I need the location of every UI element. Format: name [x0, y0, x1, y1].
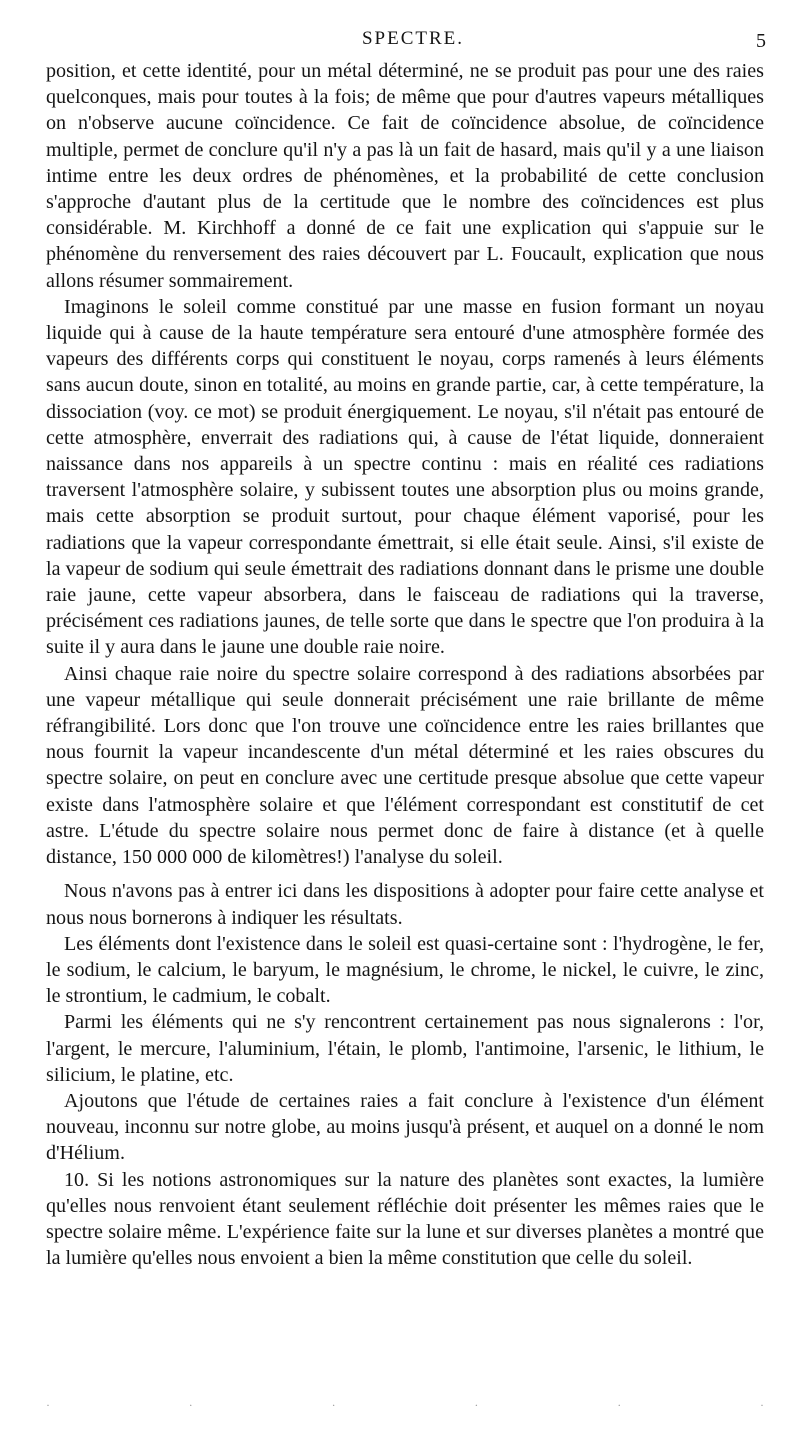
footer-mark: ·	[474, 1398, 479, 1412]
footer-mark: ·	[331, 1398, 336, 1412]
page-footer-marks	[46, 1398, 764, 1413]
running-head: SPECTRE.	[361, 28, 465, 49]
page-header	[46, 28, 764, 58]
document-page	[46, 28, 764, 1271]
paragraph-sun-model: Imaginons le soleil comme constitué par une masse en fusion formant un noyau liquide qui à cause de la haute température sera entouré d'une atmosphère formée des vapeurs des différents corps qui constituent le noyau, corps ramenés à leurs éléments sans aucun doute, sinon en totalité, au moins en grande partie, car, à cette température, la dissociation (voy. ce mot) se produit énergiquement. Le noyau, s'il n'était pas entouré de cette atmosphère, enverrait des radiations qui, à cause de l'état liquide, donneraient naissance dans nos appareils à un spectre continu : mais en réalité ces radiations traversent l'atmosphère solaire, y subissent toutes une absorption plus ou moins grande, mais cette absorption se produit surtout, pour chaque élément vaporisé, pour les radiations que la vapeur correspondante émettrait, si elle était seule. Ainsi, s'il existe de la vapeur de sodium qui seule émettrait des radiations donnant dans le prisme une double raie jaune, cette vapeur absorbera, dans le faisceau de radiations qui la traverse, précisément ces radiations jaunes, de telle sorte que dans le spectre que l'on produira à la suite il y aura dans le jaune une double raie noire.	[46, 295, 764, 659]
paragraph-helium: Ajoutons que l'étude de certaines raies a fait conclure à l'existence d'un élément nouveau, inconnu sur notre globe, au moins jusqu'à présent, et auquel on a donné le nom d'Hélium.	[46, 1089, 764, 1165]
paragraph-present-elements: Les éléments dont l'existence dans le soleil est quasi-certaine sont : l'hydrogène, le fer, le sodium, le calcium, le baryum, le magnésium, le chrome, le nickel, le cuivre, le zinc, le strontium, le cadmium, le cobalt.	[46, 932, 764, 1008]
footer-mark: ·	[759, 1398, 764, 1412]
paragraph-absent-elements: Parmi les éléments qui ne s'y rencontrent certainement pas nous signalerons : l'or, l'argent, le mercure, l'aluminium, l'étain, le plomb, l'antimoine, l'arsenic, le lithium, le silicium, le platine, etc.	[46, 1011, 764, 1086]
footer-mark: ·	[188, 1398, 193, 1412]
paragraph-analysis: Nous n'avons pas à entrer ici dans les dispositions à adopter pour faire cette analyse et nous nous bornerons à indiquer les résultats.	[46, 880, 764, 929]
footer-mark: ·	[46, 1398, 50, 1412]
page-number: 5	[756, 30, 766, 52]
paragraph-continuation: position, et cette identité, pour un métal déterminé, ne se produit pas pour une des raies quelconques, mais pour toutes à la fois; de même que pour d'autres vapeurs métalliques on n'observe aucune coïncidence. Ce fait de coïncidence absolue, de coïncidence multiple, permet de conclure qu'il n'y a pas là un fait de hasard, mais qu'il y a une liaison intime entre les deux ordres de phénomènes, et la probabilité de cette conclusion s'approche d'autant plus de la certitude que le nombre des coïncidences est plus considérable. M. Kirchhoff a donné de ce fait une explication qui s'appuie sur le phénomène du renversement des raies découvert par L. Foucault, explication que nous allons résumer sommairement.	[46, 60, 764, 292]
paragraph-planets: 10. Si les notions astronomiques sur la nature des planètes sont exactes, la lumière qu'elles nous renvoient étant seulement réfléchie doit présenter les mêmes raies que le spectre solaire même. L'expérience faite sur la lune et sur diverses planètes a montré que la lumière qu'elles nous envoient a bien la même constitution que celle du soleil.	[46, 1168, 764, 1270]
footer-mark: ·	[617, 1398, 622, 1412]
paragraph-dark-lines: Ainsi chaque raie noire du spectre solaire correspond à des radiations absorbées par une vapeur métallique qui seule donnerait précisément une raie brillante de même réfrangibilité. Lors donc que l'on trouve une coïncidence entre les raies brillantes que nous fournit la vapeur incandescente d'un métal déterminé et les raies obscures du spectre solaire, on peut en conclure avec une certitude presque absolue que cette vapeur existe dans l'atmosphère solaire et que l'élément correspondant est constitutif de cet astre. L'étude du spectre solaire nous permet donc de faire à distance (et à quelle distance, 150 000 000 de kilomètres!) l'analyse du soleil.	[46, 662, 764, 869]
body-text	[46, 58, 764, 1271]
